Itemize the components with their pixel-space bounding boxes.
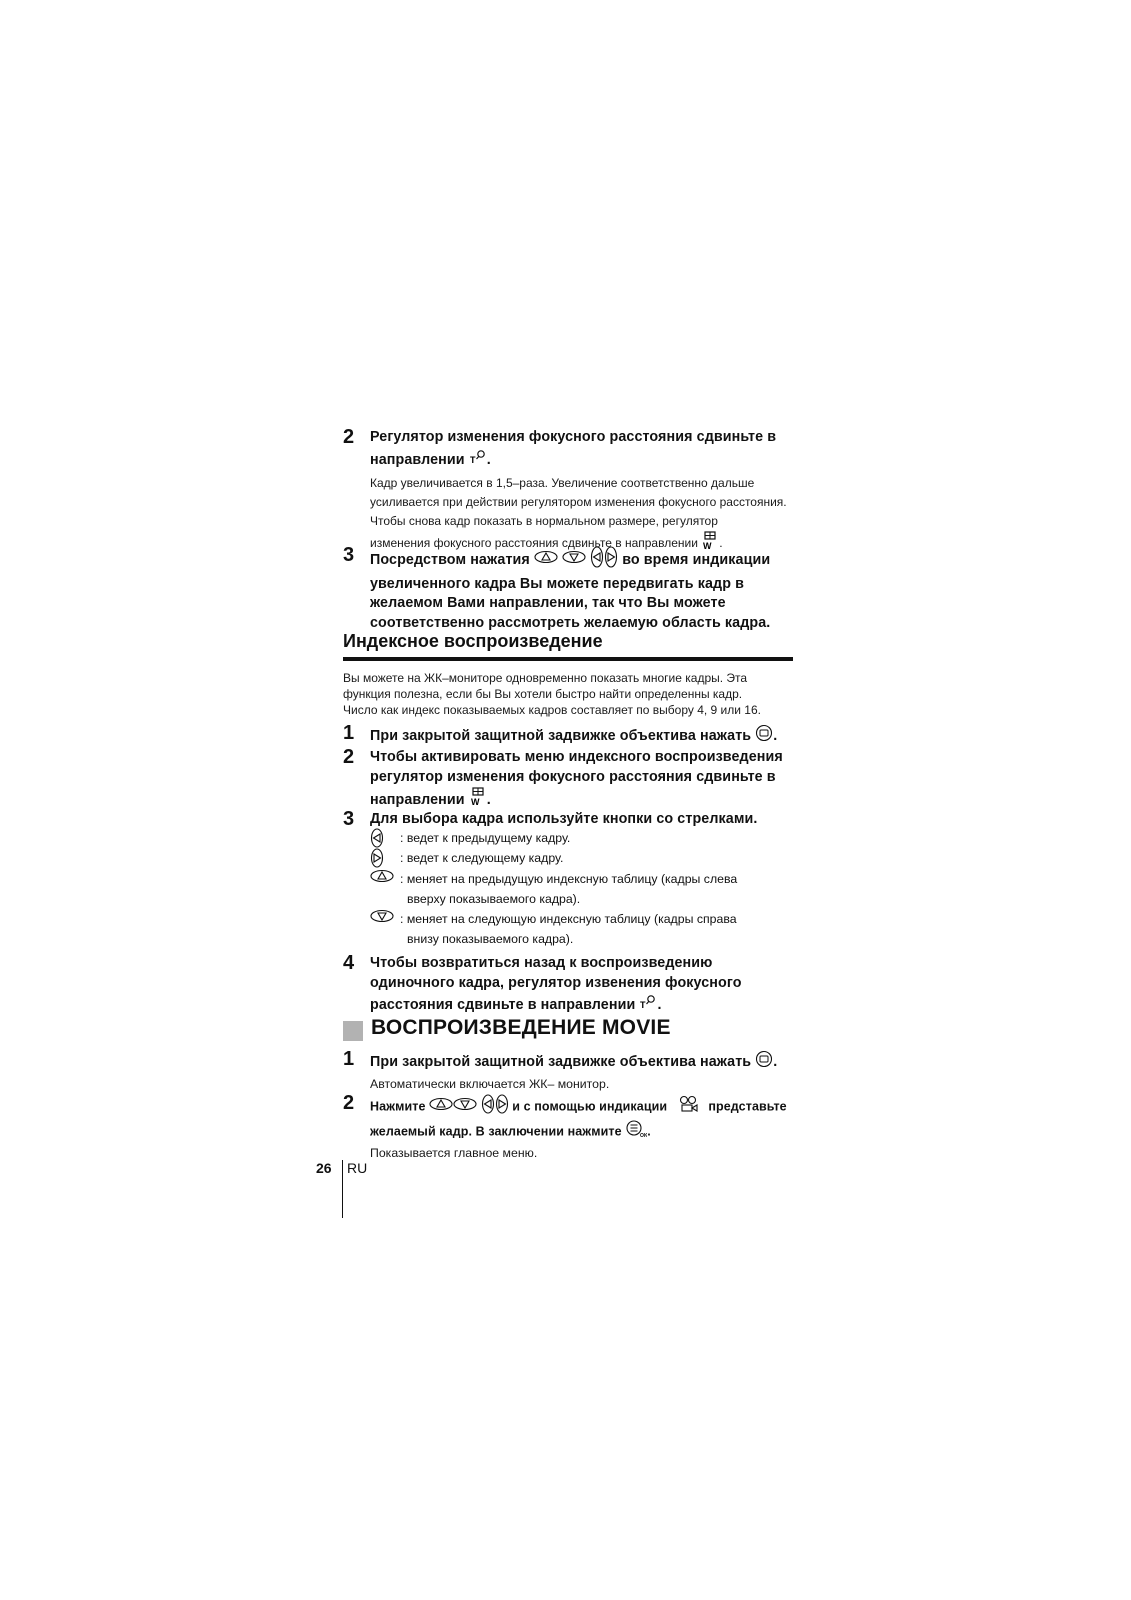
step-text: При закрытой защитной задвижке объектива нажать .: [370, 724, 793, 749]
step-title: Регулятор изменения фокусного расстояния сдвиньте в направлении T .: [370, 428, 793, 472]
index-step-3: [343, 810, 793, 830]
list-item: : ведет к следующему кадру.: [370, 848, 790, 874]
zoom-tele-icon: [639, 993, 657, 1018]
heading-rule: [343, 657, 793, 661]
arrow-up-button-icon: [534, 550, 558, 571]
step-note: [370, 474, 793, 557]
section-heading: ВОСПРОИЗВЕДЕНИЕ MOVIE: [371, 1016, 671, 1039]
index-step-1: [343, 724, 793, 749]
footer-divider: [342, 1160, 343, 1218]
list-item: : ведет к предыдущему кадру.: [370, 828, 790, 854]
svg-text:T: T: [469, 454, 476, 465]
arrow-up-button-icon: [429, 1097, 453, 1117]
step-text: При закрытой защитной задвижке объектива нажать .: [370, 1050, 793, 1075]
list-item: : меняет на предыдущую индексную таблицу (кадры слева вверху показываемого кадра).: [370, 869, 790, 909]
step-text: Чтобы возвратиться назад к воспроизведению одиночного кадра, регулятор извенения фокусного расстояния сдвиньте в направлении T .: [370, 954, 793, 1018]
note-line: Чтобы снова кадр показать в нормальном размере, регулятор: [370, 514, 718, 528]
zoom-step-2: [343, 428, 793, 557]
step-text: Для выбора кадра используйте кнопки со стрелками.: [370, 811, 758, 827]
arrow-left-button-icon: [481, 1094, 495, 1120]
svg-text:OK: OK: [640, 1133, 648, 1138]
step-text: Нажмите и с помощью индикации представьте желаемый кадр. В заключении нажмите OK .: [370, 1094, 793, 1144]
step-title-text: Регулятор изменения фокусного расстояния сдвиньте в направлении: [370, 429, 777, 468]
step-text: Посредством нажатия во время индикации увеличенного кадра Вы можете передвигать кадр в желаемом Вами направлении, так что Вы можете соответственно рассмотреть желаемую область кадра.: [370, 546, 793, 633]
index-step-4: [343, 954, 793, 1018]
section-heading: Индексное воспроизведение: [343, 631, 603, 651]
step-number: 3: [343, 544, 355, 566]
arrow-left-button-icon: [590, 546, 604, 575]
page-number: 26: [316, 1160, 332, 1176]
list-item: : меняет на следующую индексную таблицу (кадры справа внизу показываемого кадра).: [370, 909, 790, 949]
step-number: 1: [343, 722, 355, 744]
ok-menu-button-icon: [625, 1120, 647, 1144]
step-number: 2: [343, 1092, 355, 1114]
svg-text:W: W: [703, 541, 712, 551]
zoom-step-3: [343, 546, 793, 633]
zoom-tele-icon: [469, 448, 487, 473]
index-step-2: [343, 748, 793, 814]
step-note: Автоматически включается ЖК– монитор.: [370, 1076, 610, 1091]
arrow-down-button-icon: [453, 1097, 477, 1117]
section-marker: [343, 1021, 363, 1041]
step-number: 4: [343, 952, 355, 974]
note-line: Кадр увеличивается в 1,5–раза. Увеличение соответственно дальше: [370, 476, 755, 490]
playback-button-icon: [755, 1050, 773, 1075]
playback-button-icon: [755, 724, 773, 749]
movie-step-1: [343, 1050, 793, 1094]
step-note: Показывается главное меню.: [370, 1146, 538, 1160]
arrow-right-button-icon: [495, 1094, 509, 1120]
arrow-down-button-icon: [562, 550, 586, 571]
language-code: RU: [347, 1160, 368, 1176]
intro-paragraph: Вы можете на ЖК–мониторе одновременно показать многие кадры. Эта функция полезна, если бы Вы хотели быстро найти определенны кадр. Число как индекс показываемых кадров составляет по выбору 4, 9 или 16.: [343, 671, 761, 717]
movie-camera-icon: [677, 1095, 699, 1119]
svg-text:W: W: [470, 797, 480, 807]
note-line: усиливается при действии регулятором изменения фокусного расстояния.: [370, 495, 787, 509]
arrow-down-button-icon: [370, 909, 400, 929]
step-number: 3: [343, 808, 355, 830]
arrow-up-button-icon: [370, 869, 400, 889]
note-line: изменения фокусного расстояния сдвиньте в направлении W .: [370, 531, 793, 557]
step-text: Чтобы активировать меню индексного воспроизведения регулятор изменения фокусного расстояния сдвиньте в направлении W .: [370, 748, 793, 814]
step-number: 2: [343, 746, 355, 768]
movie-step-2: [343, 1094, 793, 1163]
arrow-right-button-icon: [604, 546, 618, 575]
svg-text:T: T: [640, 1000, 647, 1010]
step-number: 2: [343, 426, 355, 448]
step-number: 1: [343, 1048, 355, 1070]
